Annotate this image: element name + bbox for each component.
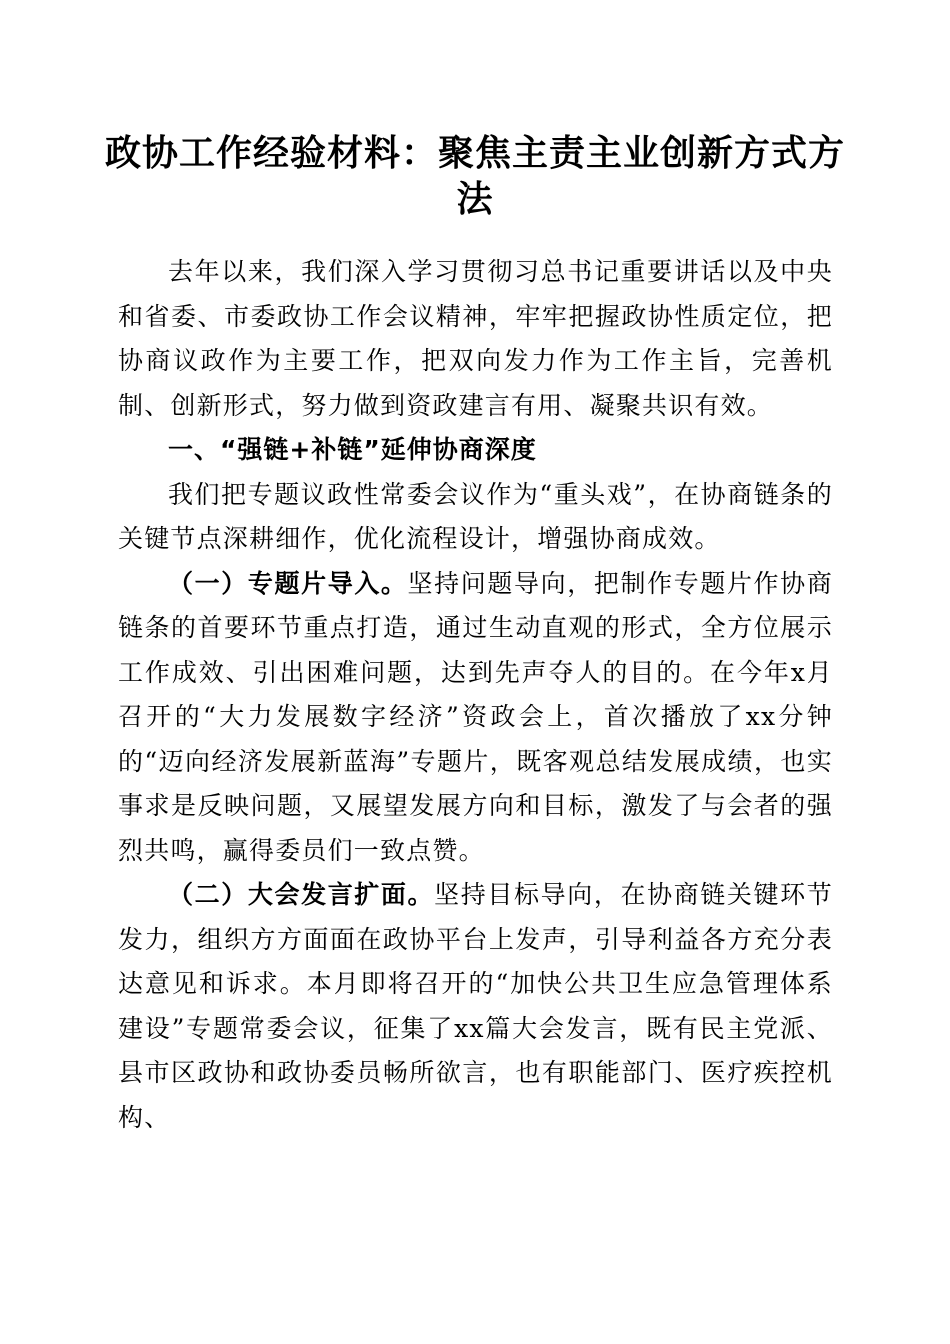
document-body	[118, 250, 833, 1140]
document-title: 政协工作经验材料：聚焦主责主业创新方式方法	[104, 132, 845, 220]
item-2-lead: （二）大会发言扩面。	[168, 880, 435, 909]
item-1-paragraph	[118, 562, 833, 874]
item-1-lead: （一）专题片导入。	[168, 568, 408, 598]
intro-paragraph: 去年以来，我们深入学习贯彻习总书记重要讲话以及中央和省委、市委政协工作会议精神，牢牢把握政协性质定位，把协商议政作为主要工作，把双向发力作为工作主旨，完善机制、创新形式，努力做到资政建言有用、凝聚共识有效。	[118, 257, 833, 420]
item-2-paragraph	[118, 873, 833, 1140]
section-1-intro-paragraph: 我们把专题议政性常委会议作为“重头戏”，在协商链条的关键节点深耕细作，优化流程设计，增强协商成效。	[118, 479, 833, 553]
item-2-text: 坚持目标导向，在协商链关键环节发力，组织方方面面在政协平台上发声，引导利益各方充分表达意见和诉求。本月即将召开的“加快公共卫生应急管理体系建设”专题常委会议，征集了xx篇大会发言，既有民主党派、县市区政协和政协委员畅所欲言，也有职能部门、医疗疾控机构、	[118, 880, 833, 1132]
section-heading-1: 一、“强链+补链”延伸协商深度	[168, 435, 537, 464]
item-1-text: 坚持问题导向，把制作专题片作协商链条的首要环节重点打造，通过生动直观的形式，全方位展示工作成效、引出困难问题，达到先声夺人的目的。在今年x月召开的“大力发展数字经济”资政会上，首次播放了xx分钟的“迈向经济发展新蓝海”专题片，既客观总结发展成绩，也实事求是反映问题，又展望发展方向和目标，激发了与会者的强烈共鸣，赢得委员们一致点赞。	[118, 568, 833, 865]
